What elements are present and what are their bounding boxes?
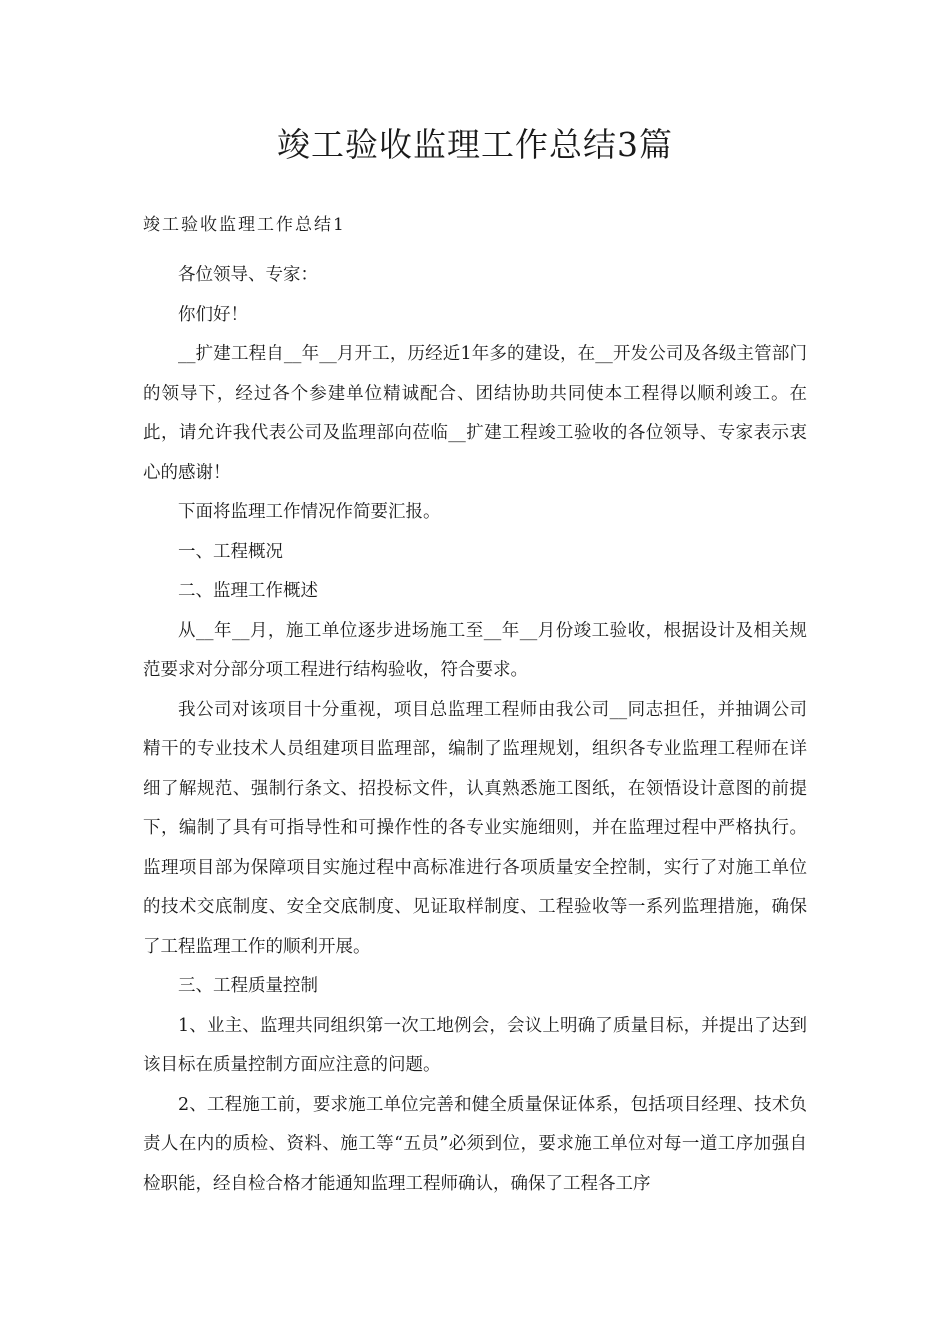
heading-supervision-overview: 二、监理工作概述 [178,581,318,601]
heading-project-overview: 一、工程概况 [178,541,283,562]
paragraph-greeting: 你们好！ [178,304,248,325]
heading-quality-control: 三、工程质量控制 [178,976,318,996]
paragraph-salutation: 各位领导、专家： [178,265,318,285]
paragraph-report-lead: 下面将监理工作情况作简要汇报。 [178,502,441,522]
paragraph-intro: __扩建工程自__年__月开工，历经近1年多的建设，在__开发公司及各级主管部门的领导下，经过各个参建单位精诚配合、团结协助共同使本工程得以顺利竣工。在此，请允许我代表公司及监理部向莅临__扩建工程竣工验收的各位领导、专家表示衷心的感谢！ [143,344,807,483]
paragraph-timeline: 从__年__月，施工单位逐步进场施工至__年__月份竣工验收，根据设计及相关规范要求对分部分项工程进行结构验收，符合要求。 [143,620,807,680]
document-body [143,256,807,1204]
section-heading: 竣工验收监理工作总结1 [143,215,346,235]
document-title: 竣工验收监理工作总结3篇 [277,125,673,164]
paragraph-organization: 我公司对该项目十分重视，项目总监理工程师由我公司__同志担任，并抽调公司精干的专业技术人员组建项目监理部，编制了监理规划，组织各专业监理工程师在详细了解规范、强制行条文、招投标文件，认真熟悉施工图纸，在领悟设计意图的前提下，编制了具有可指导性和可操作性的各专业实施细则，并在监理过程中严格执行。监理项目部为保障项目实施过程中高标准进行各项质量安全控制，实行了对施工单位的技术交底制度、安全交底制度、见证取样制度、工程验收等一系列监理措施，确保了工程监理工作的顺利开展。 [143,699,807,957]
paragraph-quality-item-1: 1、业主、监理共同组织第一次工地例会，会议上明确了质量目标，并提出了达到该目标在质量控制方面应注意的问题。 [143,1015,807,1075]
paragraph-quality-item-2: 2、工程施工前，要求施工单位完善和健全质量保证体系，包括项目经理、技术负责人在内的质检、资料、施工等“五员”必须到位，要求施工单位对每一道工序加强自检职能，经自检合格才能通知监理工程师确认，确保了工程各工序 [143,1094,807,1194]
